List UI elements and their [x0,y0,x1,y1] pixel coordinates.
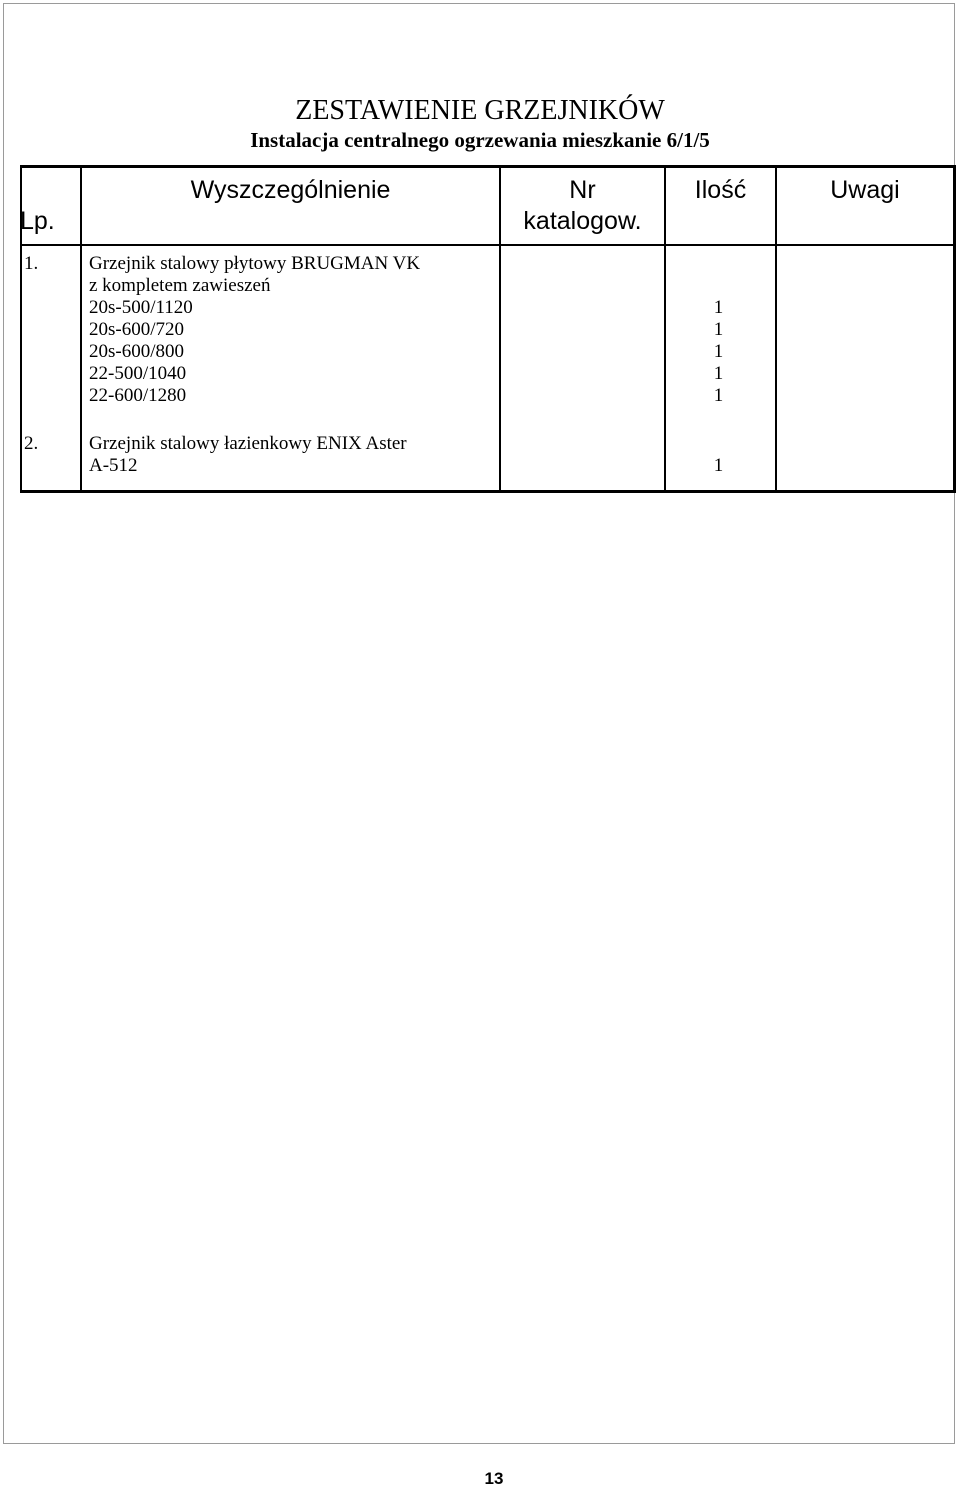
row-1-description-line: 22-500/1040 [89,363,187,384]
document-subtitle: Instalacja centralnego ogrzewania mieszkanie 6/1/5 [250,128,710,152]
row-2-description-line: A-512 [89,455,138,476]
header-catalog-line2: katalogow. [523,207,642,235]
row-1-quantity: 1 [713,363,724,384]
header-catalog-line1: Nr [569,176,596,204]
row-1-quantity: 1 [713,319,724,340]
row-1-description-line: 20s-600/720 [89,319,184,340]
header-description: Wyszczególnienie [190,176,391,204]
header-bottom-border [20,244,956,246]
table-top-border [20,165,956,168]
page-number: 13 [484,1469,504,1488]
row-1-description-line: z kompletem zawieszeń [89,275,271,296]
row-1-description-line: 20s-600/800 [89,341,184,362]
row-1-quantity: 1 [713,341,724,362]
row-1-description-line: 20s-500/1120 [89,297,193,318]
row-2-lp: 2. [24,433,39,454]
header-quantity: Ilość [694,176,747,204]
row-2-description-line: Grzejnik stalowy łazienkowy ENIX Aster [89,433,407,454]
table-right-border [953,165,956,493]
table-bottom-border [20,490,956,493]
header-notes: Uwagi [830,176,900,204]
row-2-quantity: 1 [713,455,724,476]
row-1-quantity: 1 [713,385,724,406]
row-1-lp: 1. [24,253,39,274]
column-divider-lp [80,165,82,493]
row-1-description-line: 22-600/1280 [89,385,187,406]
document-title: ZESTAWIENIE GRZEJNIKÓW [295,95,665,126]
header-lp: Lp. [20,207,55,235]
row-1-quantity: 1 [713,297,724,318]
column-divider-quantity [775,165,777,493]
row-1-description-line: Grzejnik stalowy płytowy BRUGMAN VK [89,253,421,274]
radiator-table [20,165,956,493]
